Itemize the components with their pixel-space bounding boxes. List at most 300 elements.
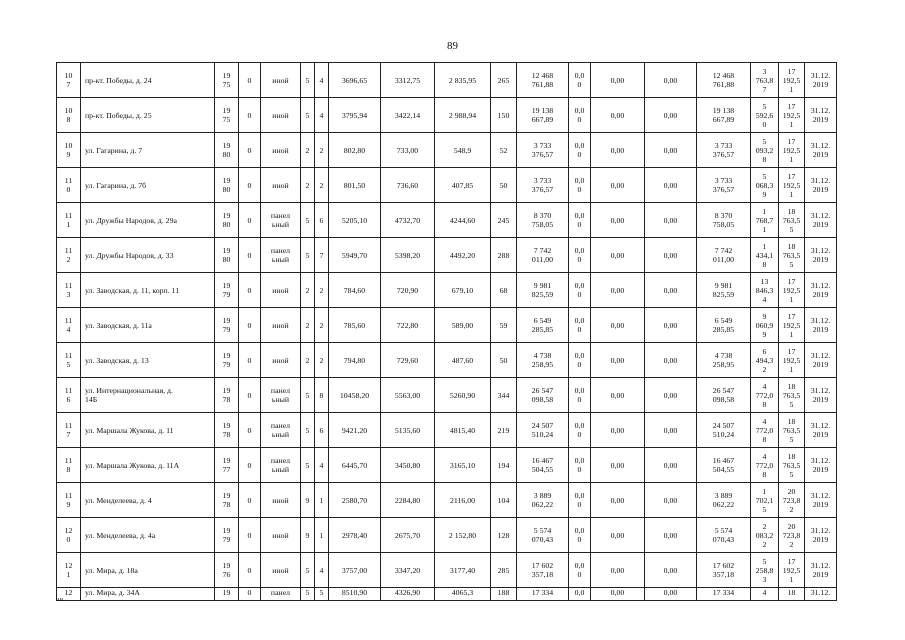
residential-area-cell: 487,60 xyxy=(435,343,491,378)
total-area-cell: 3696,65 xyxy=(329,63,381,98)
unit-cost-cell: 3 763,8 7 xyxy=(751,63,779,98)
year-built-cell: 19 79 xyxy=(215,273,239,308)
cost-b-cell: 0,00 xyxy=(645,413,697,448)
max-unit-cost-cell: 17 192,5 1 xyxy=(779,343,805,378)
total-area-cell: 801,50 xyxy=(329,168,381,203)
cost-a-cell: 0,00 xyxy=(591,308,645,343)
living-area-cell: 2284,80 xyxy=(381,483,435,518)
wall-material-cell: панел ьный xyxy=(261,448,301,483)
cost-b-cell: 0,00 xyxy=(645,133,697,168)
table-row xyxy=(57,553,837,588)
table-row xyxy=(57,518,837,553)
total-area-cell: 5205,10 xyxy=(329,203,381,238)
max-unit-cost-cell: 20 723,8 2 xyxy=(779,483,805,518)
col-zero-cell: 0 xyxy=(239,518,261,553)
entrances-cell: 2 xyxy=(315,273,329,308)
fund-share-cell: 0,0 0 xyxy=(569,168,591,203)
total-area-cell: 6445,70 xyxy=(329,448,381,483)
entrances-cell: 8 xyxy=(315,378,329,413)
year-built-cell: 19 79 xyxy=(215,343,239,378)
total-cost-cell: 17 602 357,18 xyxy=(517,553,569,588)
max-unit-cost-cell: 18 763,5 5 xyxy=(779,448,805,483)
year-built-cell: 19 xyxy=(215,588,239,601)
residents-cell: 50 xyxy=(491,168,517,203)
owner-funds-cell: 19 138 667,89 xyxy=(697,98,751,133)
total-area-cell: 10458,20 xyxy=(329,378,381,413)
row-number-cell: 12 xyxy=(57,588,81,601)
owner-funds-cell: 5 574 070,43 xyxy=(697,518,751,553)
deadline-cell: 31.12. 2019 xyxy=(805,518,837,553)
cost-a-cell: 0,00 xyxy=(591,203,645,238)
row-number-cell: 10 8 xyxy=(57,98,81,133)
total-cost-cell: 3 733 376,57 xyxy=(517,168,569,203)
table-row xyxy=(57,588,837,601)
owner-funds-cell: 6 549 285,85 xyxy=(697,308,751,343)
entrances-cell: 1 xyxy=(315,518,329,553)
year-built-cell: 19 79 xyxy=(215,518,239,553)
cost-a-cell: 0,00 xyxy=(591,413,645,448)
cost-b-cell: 0,00 xyxy=(645,343,697,378)
cost-a-cell: 0,00 xyxy=(591,238,645,273)
footer-mark: нн xyxy=(56,597,64,603)
unit-cost-cell: 5 093,2 8 xyxy=(751,133,779,168)
address-cell: ул. Интернациональная, д. 14Б xyxy=(81,378,215,413)
cost-a-cell: 0,00 xyxy=(591,553,645,588)
floors-cell: 2 xyxy=(301,308,315,343)
col-zero-cell: 0 xyxy=(239,343,261,378)
floors-cell: 5 xyxy=(301,553,315,588)
residential-area-cell: 2 835,95 xyxy=(435,63,491,98)
residential-area-cell: 2116,00 xyxy=(435,483,491,518)
fund-share-cell: 0,0 0 xyxy=(569,448,591,483)
residents-cell: 128 xyxy=(491,518,517,553)
fund-share-cell: 0,0 xyxy=(569,588,591,601)
total-area-cell: 3757,00 xyxy=(329,553,381,588)
residents-cell: 68 xyxy=(491,273,517,308)
row-number-cell: 11 8 xyxy=(57,448,81,483)
entrances-cell: 5 xyxy=(315,588,329,601)
unit-cost-cell: 1 702,1 5 xyxy=(751,483,779,518)
year-built-cell: 19 77 xyxy=(215,448,239,483)
max-unit-cost-cell: 20 723,8 2 xyxy=(779,518,805,553)
address-cell: ул. Мира, д. 18а xyxy=(81,553,215,588)
total-area-cell: 785,60 xyxy=(329,308,381,343)
unit-cost-cell: 5 592,6 0 xyxy=(751,98,779,133)
year-built-cell: 19 75 xyxy=(215,63,239,98)
owner-funds-cell: 24 507 510,24 xyxy=(697,413,751,448)
address-cell: ул. Маршала Жукова, д. 11 xyxy=(81,413,215,448)
total-area-cell: 8510,90 xyxy=(329,588,381,601)
table-row xyxy=(57,133,837,168)
entrances-cell: 4 xyxy=(315,98,329,133)
max-unit-cost-cell: 17 192,5 1 xyxy=(779,63,805,98)
cost-b-cell: 0,00 xyxy=(645,518,697,553)
table-row xyxy=(57,343,837,378)
total-area-cell: 3795,94 xyxy=(329,98,381,133)
year-built-cell: 19 78 xyxy=(215,483,239,518)
deadline-cell: 31.12. 2019 xyxy=(805,413,837,448)
owner-funds-cell: 9 981 825,59 xyxy=(697,273,751,308)
max-unit-cost-cell: 17 192,5 1 xyxy=(779,553,805,588)
residential-area-cell: 679,10 xyxy=(435,273,491,308)
residents-cell: 150 xyxy=(491,98,517,133)
deadline-cell: 31.12. 2019 xyxy=(805,168,837,203)
page-number: 89 xyxy=(447,40,458,52)
residents-cell: 59 xyxy=(491,308,517,343)
living-area-cell: 733,00 xyxy=(381,133,435,168)
entrances-cell: 6 xyxy=(315,203,329,238)
wall-material-cell: панел ьный xyxy=(261,238,301,273)
owner-funds-cell: 7 742 011,00 xyxy=(697,238,751,273)
total-cost-cell: 3 889 062,22 xyxy=(517,483,569,518)
deadline-cell: 31.12. 2019 xyxy=(805,63,837,98)
year-built-cell: 19 75 xyxy=(215,98,239,133)
total-area-cell: 2978,40 xyxy=(329,518,381,553)
living-area-cell: 5563,00 xyxy=(381,378,435,413)
row-number-cell: 11 3 xyxy=(57,273,81,308)
unit-cost-cell: 5 258,8 3 xyxy=(751,553,779,588)
cost-b-cell: 0,00 xyxy=(645,168,697,203)
owner-funds-cell: 8 370 758,05 xyxy=(697,203,751,238)
col-zero-cell: 0 xyxy=(239,168,261,203)
table-row xyxy=(57,483,837,518)
total-cost-cell: 6 549 285,85 xyxy=(517,308,569,343)
floors-cell: 5 xyxy=(301,63,315,98)
living-area-cell: 3312,75 xyxy=(381,63,435,98)
col-zero-cell: 0 xyxy=(239,273,261,308)
residential-area-cell: 3177,40 xyxy=(435,553,491,588)
owner-funds-cell: 12 468 761,88 xyxy=(697,63,751,98)
row-number-cell: 11 1 xyxy=(57,203,81,238)
unit-cost-cell: 1 768,7 1 xyxy=(751,203,779,238)
address-cell: ул. Заводская, д. 11, корп. 11 xyxy=(81,273,215,308)
max-unit-cost-cell: 17 192,5 1 xyxy=(779,273,805,308)
residents-cell: 50 xyxy=(491,343,517,378)
floors-cell: 5 xyxy=(301,448,315,483)
total-cost-cell: 5 574 070,43 xyxy=(517,518,569,553)
floors-cell: 5 xyxy=(301,98,315,133)
owner-funds-cell: 3 889 062,22 xyxy=(697,483,751,518)
max-unit-cost-cell: 17 192,5 1 xyxy=(779,168,805,203)
cost-b-cell: 0,00 xyxy=(645,588,697,601)
cost-b-cell: 0,00 xyxy=(645,63,697,98)
fund-share-cell: 0,0 0 xyxy=(569,343,591,378)
col-zero-cell: 0 xyxy=(239,203,261,238)
wall-material-cell: иной xyxy=(261,343,301,378)
deadline-cell: 31.12. 2019 xyxy=(805,448,837,483)
table-row xyxy=(57,168,837,203)
address-cell: ул. Заводская, д. 13 xyxy=(81,343,215,378)
entrances-cell: 2 xyxy=(315,168,329,203)
unit-cost-cell: 5 068,3 9 xyxy=(751,168,779,203)
fund-share-cell: 0,0 0 xyxy=(569,98,591,133)
col-zero-cell: 0 xyxy=(239,63,261,98)
floors-cell: 5 xyxy=(301,378,315,413)
residents-cell: 52 xyxy=(491,133,517,168)
fund-share-cell: 0,0 0 xyxy=(569,518,591,553)
wall-material-cell: панел ьный xyxy=(261,203,301,238)
living-area-cell: 3422,14 xyxy=(381,98,435,133)
cost-a-cell: 0,00 xyxy=(591,378,645,413)
max-unit-cost-cell: 17 192,5 1 xyxy=(779,98,805,133)
total-area-cell: 2580,70 xyxy=(329,483,381,518)
wall-material-cell: иной xyxy=(261,133,301,168)
address-cell: ул. Менделеева, д. 4а xyxy=(81,518,215,553)
wall-material-cell: панел ьный xyxy=(261,413,301,448)
living-area-cell: 4326,90 xyxy=(381,588,435,601)
cost-b-cell: 0,00 xyxy=(645,238,697,273)
wall-material-cell: иной xyxy=(261,483,301,518)
address-cell: ул. Мира, д. 34А xyxy=(81,588,215,601)
fund-share-cell: 0,0 0 xyxy=(569,413,591,448)
residents-cell: 188 xyxy=(491,588,517,601)
residential-area-cell: 5260,90 xyxy=(435,378,491,413)
row-number-cell: 11 0 xyxy=(57,168,81,203)
cost-a-cell: 0,00 xyxy=(591,63,645,98)
wall-material-cell: иной xyxy=(261,308,301,343)
residents-cell: 219 xyxy=(491,413,517,448)
cost-a-cell: 0,00 xyxy=(591,168,645,203)
address-cell: пр-кт. Победы, д. 24 xyxy=(81,63,215,98)
total-area-cell: 784,60 xyxy=(329,273,381,308)
table-row xyxy=(57,413,837,448)
address-cell: ул. Гагарина, д. 7 xyxy=(81,133,215,168)
owner-funds-cell: 16 467 504,55 xyxy=(697,448,751,483)
floors-cell: 2 xyxy=(301,168,315,203)
deadline-cell: 31.12. 2019 xyxy=(805,238,837,273)
cost-a-cell: 0,00 xyxy=(591,343,645,378)
deadline-cell: 31.12. xyxy=(805,588,837,601)
unit-cost-cell: 1 434,1 8 xyxy=(751,238,779,273)
address-cell: ул. Гагарина, д. 7б xyxy=(81,168,215,203)
unit-cost-cell: 9 060,9 9 xyxy=(751,308,779,343)
total-cost-cell: 24 507 510,24 xyxy=(517,413,569,448)
residents-cell: 245 xyxy=(491,203,517,238)
residential-area-cell: 4065,3 xyxy=(435,588,491,601)
table-row xyxy=(57,448,837,483)
cost-b-cell: 0,00 xyxy=(645,483,697,518)
year-built-cell: 19 78 xyxy=(215,413,239,448)
living-area-cell: 720,90 xyxy=(381,273,435,308)
floors-cell: 5 xyxy=(301,238,315,273)
cost-a-cell: 0,00 xyxy=(591,588,645,601)
entrances-cell: 4 xyxy=(315,448,329,483)
residential-area-cell: 2 988,94 xyxy=(435,98,491,133)
unit-cost-cell: 2 083,2 2 xyxy=(751,518,779,553)
residential-area-cell: 407,85 xyxy=(435,168,491,203)
total-cost-cell: 8 370 758,05 xyxy=(517,203,569,238)
row-number-cell: 10 7 xyxy=(57,63,81,98)
wall-material-cell: панел xyxy=(261,588,301,601)
total-cost-cell: 16 467 504,55 xyxy=(517,448,569,483)
max-unit-cost-cell: 18 763,5 5 xyxy=(779,413,805,448)
max-unit-cost-cell: 17 192,5 1 xyxy=(779,308,805,343)
deadline-cell: 31.12. 2019 xyxy=(805,273,837,308)
residents-cell: 194 xyxy=(491,448,517,483)
deadline-cell: 31.12. 2019 xyxy=(805,553,837,588)
deadline-cell: 31.12. 2019 xyxy=(805,378,837,413)
address-cell: ул. Дружбы Народов, д. 33 xyxy=(81,238,215,273)
total-cost-cell: 3 733 376,57 xyxy=(517,133,569,168)
cost-a-cell: 0,00 xyxy=(591,448,645,483)
cost-b-cell: 0,00 xyxy=(645,273,697,308)
cost-b-cell: 0,00 xyxy=(645,203,697,238)
residents-cell: 104 xyxy=(491,483,517,518)
owner-funds-cell: 26 547 098,58 xyxy=(697,378,751,413)
unit-cost-cell: 4 772,0 8 xyxy=(751,413,779,448)
unit-cost-cell: 4 772,0 8 xyxy=(751,448,779,483)
living-area-cell: 3347,20 xyxy=(381,553,435,588)
cost-b-cell: 0,00 xyxy=(645,378,697,413)
residents-cell: 288 xyxy=(491,238,517,273)
cost-b-cell: 0,00 xyxy=(645,448,697,483)
deadline-cell: 31.12. 2019 xyxy=(805,308,837,343)
total-cost-cell: 4 738 258,95 xyxy=(517,343,569,378)
floors-cell: 9 xyxy=(301,518,315,553)
cost-b-cell: 0,00 xyxy=(645,98,697,133)
wall-material-cell: иной xyxy=(261,553,301,588)
unit-cost-cell: 4 xyxy=(751,588,779,601)
cost-b-cell: 0,00 xyxy=(645,553,697,588)
total-cost-cell: 17 334 xyxy=(517,588,569,601)
floors-cell: 2 xyxy=(301,343,315,378)
floors-cell: 9 xyxy=(301,483,315,518)
year-built-cell: 19 78 xyxy=(215,378,239,413)
cost-b-cell: 0,00 xyxy=(645,308,697,343)
residents-cell: 285 xyxy=(491,553,517,588)
table-row xyxy=(57,238,837,273)
col-zero-cell: 0 xyxy=(239,448,261,483)
max-unit-cost-cell: 18 763,5 5 xyxy=(779,203,805,238)
table-row xyxy=(57,273,837,308)
total-area-cell: 5949,70 xyxy=(329,238,381,273)
residential-area-cell: 548,9 xyxy=(435,133,491,168)
residential-area-cell: 2 152,80 xyxy=(435,518,491,553)
owner-funds-cell: 17 334 xyxy=(697,588,751,601)
row-number-cell: 11 4 xyxy=(57,308,81,343)
max-unit-cost-cell: 18 763,5 5 xyxy=(779,378,805,413)
total-cost-cell: 7 742 011,00 xyxy=(517,238,569,273)
table-row xyxy=(57,203,837,238)
fund-share-cell: 0,0 0 xyxy=(569,483,591,518)
residential-area-cell: 4815,40 xyxy=(435,413,491,448)
total-area-cell: 9421,20 xyxy=(329,413,381,448)
wall-material-cell: иной xyxy=(261,273,301,308)
year-built-cell: 19 80 xyxy=(215,203,239,238)
year-built-cell: 19 79 xyxy=(215,308,239,343)
living-area-cell: 736,60 xyxy=(381,168,435,203)
entrances-cell: 2 xyxy=(315,308,329,343)
unit-cost-cell: 6 494,3 2 xyxy=(751,343,779,378)
deadline-cell: 31.12. 2019 xyxy=(805,203,837,238)
fund-share-cell: 0,0 0 xyxy=(569,378,591,413)
row-number-cell: 12 1 xyxy=(57,553,81,588)
floors-cell: 5 xyxy=(301,203,315,238)
housing-register-table xyxy=(56,62,837,601)
table-row xyxy=(57,98,837,133)
living-area-cell: 729,60 xyxy=(381,343,435,378)
living-area-cell: 5398,20 xyxy=(381,238,435,273)
residential-area-cell: 4492,20 xyxy=(435,238,491,273)
max-unit-cost-cell: 18 763,5 5 xyxy=(779,238,805,273)
fund-share-cell: 0,0 0 xyxy=(569,133,591,168)
wall-material-cell: иной xyxy=(261,168,301,203)
residents-cell: 265 xyxy=(491,63,517,98)
row-number-cell: 11 5 xyxy=(57,343,81,378)
living-area-cell: 5135,60 xyxy=(381,413,435,448)
row-number-cell: 10 9 xyxy=(57,133,81,168)
col-zero-cell: 0 xyxy=(239,98,261,133)
col-zero-cell: 0 xyxy=(239,308,261,343)
row-number-cell: 11 9 xyxy=(57,483,81,518)
fund-share-cell: 0,0 0 xyxy=(569,238,591,273)
owner-funds-cell: 4 738 258,95 xyxy=(697,343,751,378)
total-cost-cell: 19 138 667,89 xyxy=(517,98,569,133)
owner-funds-cell: 17 602 357,18 xyxy=(697,553,751,588)
wall-material-cell: иной xyxy=(261,518,301,553)
deadline-cell: 31.12. 2019 xyxy=(805,343,837,378)
owner-funds-cell: 3 733 376,57 xyxy=(697,168,751,203)
col-zero-cell: 0 xyxy=(239,588,261,601)
deadline-cell: 31.12. 2019 xyxy=(805,98,837,133)
unit-cost-cell: 13 846,3 4 xyxy=(751,273,779,308)
year-built-cell: 19 76 xyxy=(215,553,239,588)
wall-material-cell: панел ьный xyxy=(261,378,301,413)
floors-cell: 5 xyxy=(301,588,315,601)
living-area-cell: 2675,70 xyxy=(381,518,435,553)
entrances-cell: 4 xyxy=(315,553,329,588)
total-area-cell: 794,80 xyxy=(329,343,381,378)
address-cell: пр-кт. Победы, д. 25 xyxy=(81,98,215,133)
floors-cell: 2 xyxy=(301,273,315,308)
owner-funds-cell: 3 733 376,57 xyxy=(697,133,751,168)
cost-a-cell: 0,00 xyxy=(591,483,645,518)
row-number-cell: 11 6 xyxy=(57,378,81,413)
entrances-cell: 4 xyxy=(315,63,329,98)
max-unit-cost-cell: 18 xyxy=(779,588,805,601)
residential-area-cell: 4244,60 xyxy=(435,203,491,238)
address-cell: ул. Заводская, д. 11а xyxy=(81,308,215,343)
residential-area-cell: 589,00 xyxy=(435,308,491,343)
living-area-cell: 722,80 xyxy=(381,308,435,343)
total-cost-cell: 26 547 098,58 xyxy=(517,378,569,413)
col-zero-cell: 0 xyxy=(239,413,261,448)
residential-area-cell: 3165,10 xyxy=(435,448,491,483)
col-zero-cell: 0 xyxy=(239,553,261,588)
address-cell: ул. Дружбы Народов, д. 29а xyxy=(81,203,215,238)
fund-share-cell: 0,0 0 xyxy=(569,273,591,308)
cost-a-cell: 0,00 xyxy=(591,518,645,553)
floors-cell: 2 xyxy=(301,133,315,168)
entrances-cell: 1 xyxy=(315,483,329,518)
max-unit-cost-cell: 17 192,5 1 xyxy=(779,133,805,168)
entrances-cell: 2 xyxy=(315,343,329,378)
cost-a-cell: 0,00 xyxy=(591,273,645,308)
entrances-cell: 6 xyxy=(315,413,329,448)
total-area-cell: 802,80 xyxy=(329,133,381,168)
fund-share-cell: 0,0 0 xyxy=(569,63,591,98)
year-built-cell: 19 80 xyxy=(215,168,239,203)
fund-share-cell: 0,0 0 xyxy=(569,553,591,588)
unit-cost-cell: 4 772,0 8 xyxy=(751,378,779,413)
table-row xyxy=(57,308,837,343)
fund-share-cell: 0,0 0 xyxy=(569,308,591,343)
table-row xyxy=(57,378,837,413)
wall-material-cell: иной xyxy=(261,98,301,133)
col-zero-cell: 0 xyxy=(239,133,261,168)
living-area-cell: 3450,80 xyxy=(381,448,435,483)
address-cell: ул. Менделеева, д. 4 xyxy=(81,483,215,518)
